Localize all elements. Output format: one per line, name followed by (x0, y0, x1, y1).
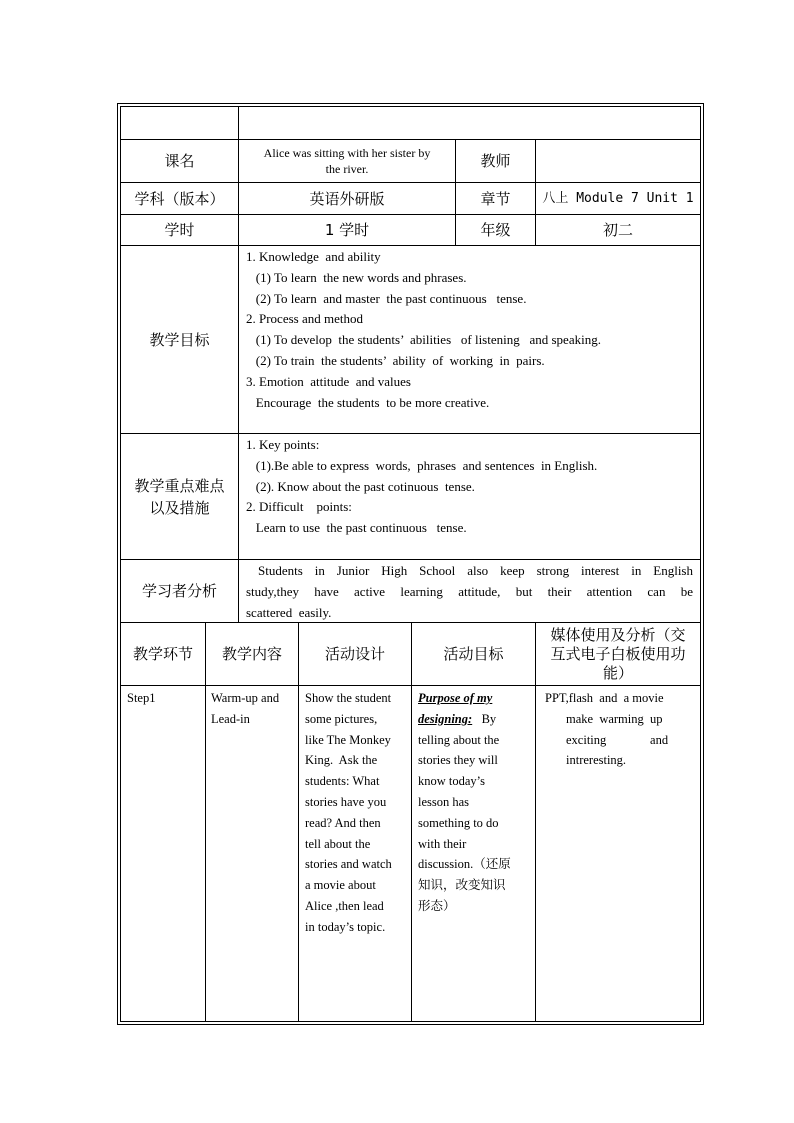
header-objective: 活动目标 (443, 645, 504, 663)
content-line: Warm-up and (211, 691, 280, 705)
objective-line: 1. Knowledge and ability (246, 249, 381, 264)
design-line: students: What (305, 774, 380, 789)
step-content (211, 688, 279, 730)
step-number (127, 688, 155, 709)
objectives-label: 教学目标 (149, 330, 210, 349)
teacher-value (536, 140, 700, 182)
step-media (545, 688, 693, 771)
purpose-line: lesson has (418, 794, 470, 809)
purpose-line: with their (418, 836, 467, 851)
header-design: 活动设计 (324, 645, 385, 663)
lesson-title (239, 140, 455, 182)
purpose-line: stories they will (418, 753, 498, 768)
grade-value: 初二 (602, 221, 633, 239)
step-label: Step1 (127, 691, 156, 705)
purpose-line: 形态） (418, 898, 456, 913)
purpose-line: 知识，改变知识 (418, 878, 506, 893)
purpose-heading-line (418, 709, 530, 730)
design-line: some pictures, (305, 711, 378, 726)
design-line: tell about the (305, 836, 371, 851)
objective-line: (2) To train the students’ ability of working in pairs. (246, 352, 545, 368)
key-point-line: 2. Difficult points: (246, 499, 352, 515)
key-point-line: (2). Know about the past cotinuous tense. (246, 478, 475, 494)
key-points-label-line: 以及措施 (149, 498, 210, 517)
purpose-heading-tail: designing: (418, 711, 473, 726)
hours-label: 学时 (164, 221, 195, 239)
key-points-text (246, 435, 696, 539)
purpose-heading: Purpose of my (418, 691, 493, 705)
header-media-line: 媒体使用及分析（交 (550, 625, 686, 644)
step-purpose (418, 688, 530, 917)
purpose-line: telling about the (418, 732, 500, 747)
purpose-gap (472, 712, 481, 726)
lesson-title-line: Alice was sitting with her sister by (263, 146, 431, 160)
header-media-line: 互式电子白板使用功 (550, 644, 686, 663)
media-line: exciting and (566, 732, 669, 747)
design-line: King. Ask the (305, 753, 378, 768)
learner-line: study,they have active learning attitude, but their attention can be (246, 583, 693, 599)
header-media (536, 623, 700, 685)
design-line: stories and watch (305, 857, 392, 872)
learner-analysis-text (246, 561, 693, 623)
learner-line: scattered easily. (246, 604, 332, 620)
teacher-label: 教师 (480, 152, 511, 170)
header-media-line: 能） (602, 663, 633, 682)
content-line: Lead-in (211, 711, 250, 726)
chapter-value: 八上 Module 7 Unit 1 (542, 190, 694, 206)
lesson-name-label: 课名 (164, 152, 195, 170)
design-line: read? And then (305, 815, 381, 830)
design-line: in today’s topic. (305, 919, 386, 934)
subject-label: 学科（版本） (134, 189, 225, 208)
objectives-text (246, 247, 696, 413)
chapter-label: 章节 (480, 189, 511, 208)
hours-value: 1 学时 (324, 221, 370, 239)
purpose-line: discussion.（还原 (418, 857, 511, 872)
design-line: stories have you (305, 794, 387, 809)
key-points-label-line: 教学重点难点 (134, 476, 225, 495)
design-line: a movie about (305, 878, 376, 893)
learner-analysis-label: 学习者分析 (141, 582, 217, 600)
design-line: like The Monkey (305, 732, 391, 747)
key-point-line: 1. Key points: (246, 437, 320, 452)
design-line: Show the student (305, 691, 392, 705)
media-line: intreresting. (566, 753, 627, 768)
learner-line: Students in Junior High School also keep strong interest in English (258, 563, 693, 578)
media-line: make warming up (566, 711, 663, 726)
lesson-title-line: the river. (325, 162, 369, 176)
purpose-line: By (481, 711, 497, 726)
step-design (305, 688, 392, 938)
objective-line: (2) To learn and master the past continuous tense. (246, 290, 527, 306)
grade-label: 年级 (480, 221, 511, 239)
key-points-label (121, 434, 238, 559)
design-line: Alice ,then lead (305, 898, 384, 913)
header-content: 教学内容 (221, 645, 282, 663)
objective-line: (1) To develop the students’ abilities of listening and speaking. (246, 332, 601, 348)
key-point-line: Learn to use the past continuous tense. (246, 520, 467, 536)
header-step: 教学环节 (132, 645, 193, 663)
purpose-line: something to do (418, 815, 499, 830)
subject-value: 英语外研版 (309, 189, 385, 208)
objective-line: Encourage the students to be more creative. (246, 394, 490, 410)
objective-line: (1) To learn the new words and phrases. (246, 269, 467, 285)
key-point-line: (1).Be able to express words, phrases and sentences in English. (246, 457, 598, 473)
purpose-line: know today’s (418, 774, 486, 789)
objective-line: 2. Process and method (246, 311, 363, 327)
objective-line: 3. Emotion attitude and values (246, 373, 411, 389)
media-line: PPT,flash and a movie (545, 691, 664, 705)
